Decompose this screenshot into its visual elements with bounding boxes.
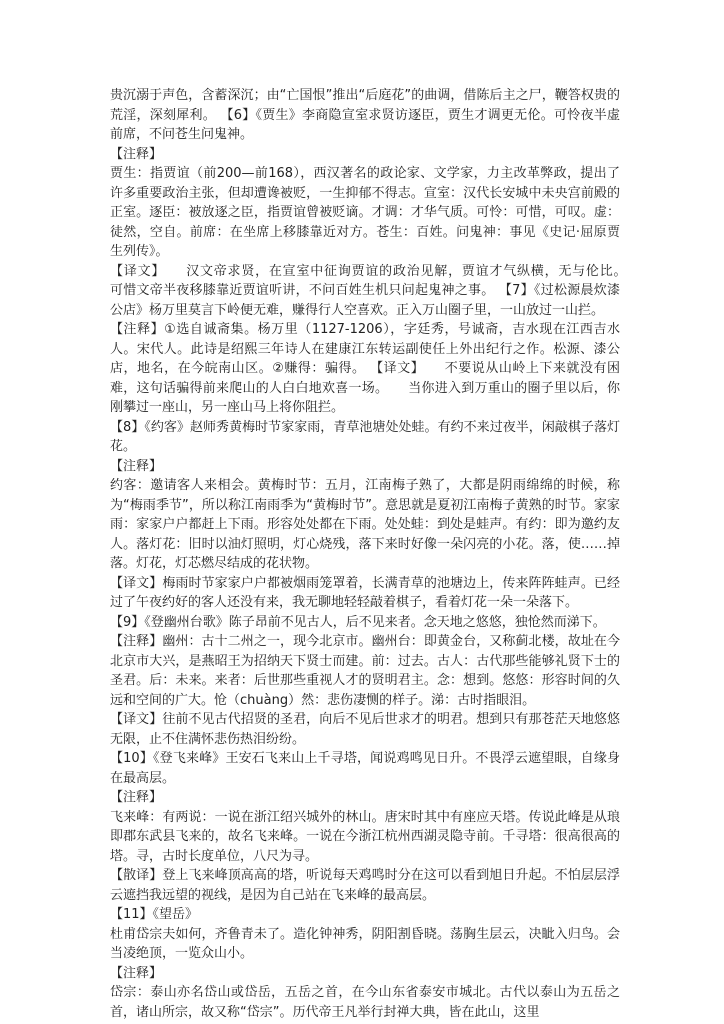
section-heading: 【注释】 [110, 965, 163, 981]
paragraph: 飞来峰：有两说：一说在浙江绍兴城外的林山。唐宋时其中有座应天塔。传说此峰是从琅即郡东武县飞来的，故名飞来峰。一说在今浙江杭州西湖灵隐寺前。千寻塔：很高很高的塔。寻，古时长度单位，八尺为寻。 [110, 809, 620, 864]
document-page [110, 86, 647, 1022]
paragraph: 岱宗：泰山亦名岱山或岱岳，五岳之首，在今山东省泰安市城北。古代以泰山为五岳之首，诸山所宗，故又称“岱宗”。历代帝王凡举行封禅大典，皆在此山，这里 [110, 985, 620, 1020]
paragraph: 贾生：指贾谊（前200—前168），西汉著名的政论家、文学家，力主改革弊政，提出了许多重要政治主张，但却遭谗被贬，一生抑郁不得志。宣室：汉代长安城中未央宫前殿的正室。逐臣：被放逐之臣，指贾谊曾被贬谪。才调：才华气质。可怜：可惜，可叹。虚：徒然，空自。前席：在坐席上移膝靠近对方。苍生：百姓。问鬼神：事见《史记·屈原贾生列传》。 [110, 166, 620, 259]
paragraph: 约客：邀请客人来相会。黄梅时节：五月，江南梅子熟了，大都是阴雨绵绵的时候，称为“梅雨季节”，所以称江南雨季为“黄梅时节”。意思就是夏初江南梅子黄熟的时节。家家雨：家家户户都赶上下雨。形容处处都在下雨。处处蛙：到处是蛙声。有约：即为邀约友人。落灯花：旧时以油灯照明，灯心烧残，落下来时好像一朵闪亮的小花。落，使……掉落。灯花，灯芯燃尽结成的花状物。 [110, 478, 620, 571]
section-heading: 【注释】 [110, 146, 163, 162]
section-heading: 【注释】 [110, 458, 163, 474]
paragraph: 【译文】往前不见古代招贤的圣君，向后不见后世求才的明君。想到只有那苍茫天地悠悠无限，止不住满怀悲伤热泪纷纷。 [110, 712, 620, 747]
paragraph: 【10】《登飞来峰》王安石飞来山上千寻塔，闻说鸡鸣见日升。不畏浮云遮望眼，自缘身在最高层。 [110, 751, 620, 786]
paragraph: 【注释】①选自诚斋集。杨万里（1127-1206），字廷秀，号诚斋，吉水现在江西吉水人。宋代人。此诗是绍熙三年诗人在建康江东转运副使任上外出纪行之作。松源、漆公店，地名，在今皖南山区。②赚得：骗得。 【译文】 不要说从山岭上下来就没有困难，这句话骗得前来爬山的人白白地欢喜一场。 当你进入到万重山的圈子里以后，你刚攀过一座山，另一座山马上将你阻拦。 [110, 322, 620, 415]
paragraph: 杜甫岱宗夫如何，齐鲁青未了。造化钟神秀，阴阳割昏晓。荡胸生层云，决眦入归鸟。会当凌绝顶，一览众山小。 [110, 926, 620, 961]
paragraph: 【9】《登幽州台歌》陈子昂前不见古人，后不见来者。念天地之悠悠，独怆然而涕下。 [110, 614, 606, 630]
paragraph: 【译文】 汉文帝求贤，在宣室中征询贾谊的政治见解，贾谊才气纵横，无与伦比。 可惜文帝半夜移膝靠近贾谊听讲，不问百姓生机只问起鬼神之事。 【7】《过松源晨炊漆公店》杨万里莫言下岭便无难，赚得行人空喜欢。正入万山圈子里，一山放过一山拦。 [110, 263, 647, 318]
paragraph: 【11】《望岳》 [110, 907, 199, 922]
section-heading: 【注释】 [110, 790, 163, 805]
paragraph: 【8】《约客》赵师秀黄梅时节家家雨，青草池塘处处蛙。有约不来过夜半，闲敲棋子落灯花。 [110, 419, 620, 454]
paragraph: 贵沉溺于声色，含蓄深沉；由“亡国恨”推出“后庭花”的曲调，借陈后主之尸，鞭答权贵的荒淫，深刻犀利。 【6】《贾生》李商隐宣室求贤访逐臣，贾生才调更无伦。可怜夜半虚前席，不问苍生问鬼神。 [110, 88, 620, 142]
paragraph: 【注释】幽州：古十二州之一，现今北京市。幽州台：即黄金台，又称蓟北楼，故址在今北京市大兴，是燕昭王为招纳天下贤士而建。前：过去。古人：古代那些能够礼贤下士的圣君。后：未来。来者：后世那些重视人才的贤明君主。念：想到。悠悠：形容时间的久远和空间的广大。怆（chuàng）然：悲伤凄恻的样子。涕：古时指眼泪。 [110, 634, 620, 708]
paragraph: 【散译】登上飞来峰顶高高的塔，听说每天鸡鸣时分在这可以看到旭日升起。不怕层层浮云遮挡我远望的视线，是因为自己站在飞来峰的最高层。 [110, 868, 620, 903]
paragraph: 【译文】梅雨时节家家户户都被烟雨笼罩着，长满青草的池塘边上，传来阵阵蛙声。已经过了午夜约好的客人还没有来，我无聊地轻轻敲着棋子，看着灯花一朵一朵落下。 [110, 575, 620, 610]
